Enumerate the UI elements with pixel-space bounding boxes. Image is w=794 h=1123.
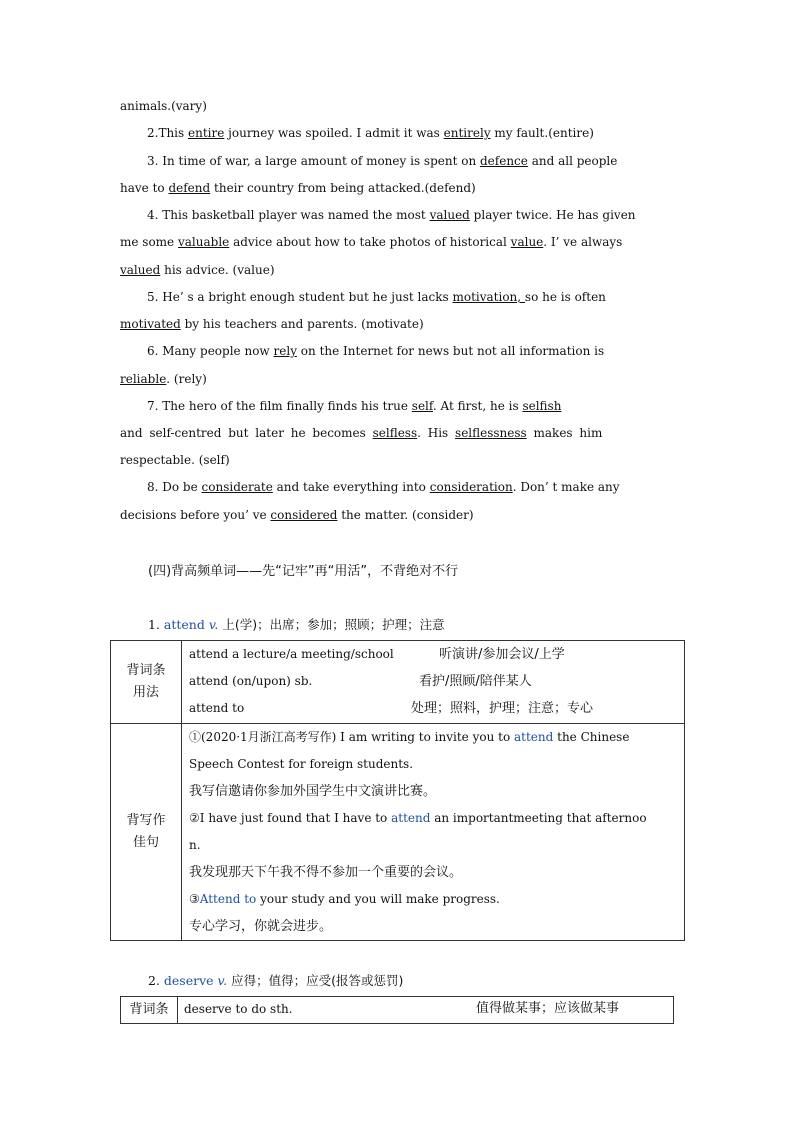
word-table-attend bbox=[110, 640, 685, 941]
answer: entirely bbox=[443, 126, 491, 140]
answer: motivation, bbox=[452, 290, 525, 304]
table-label-usage: 背词条 用法 bbox=[111, 641, 182, 724]
exercise-2: 2.This entire journey was spoiled. I admit it was entirely my fault.(entire) bbox=[147, 126, 594, 140]
answer: motivated bbox=[120, 317, 181, 331]
usage-row: attend (on/upon) sb. 看护/照顾/陪伴某人 bbox=[189, 674, 532, 689]
answer: rely bbox=[273, 344, 297, 358]
example-sentence: ③Attend to your study and you will make progress. bbox=[189, 892, 500, 906]
answer: valuable bbox=[177, 235, 230, 249]
answer: consideration bbox=[429, 480, 513, 494]
exercise-4: 4. This basketball player was named the most valued player twice. He has given bbox=[147, 208, 636, 222]
usage-row: attend a lecture/a meeting/school 听演讲/参加会议/上学 bbox=[189, 647, 565, 662]
example-sentence: ①(2020·1月浙江高考写作) I am writing to invite you to attend the Chinese bbox=[189, 730, 630, 744]
exercise-6-cont: reliable. (rely) bbox=[120, 372, 207, 386]
example-sentence-cont: n. bbox=[189, 838, 201, 852]
answer: valued bbox=[120, 263, 161, 277]
table-label-usage: 背词条 bbox=[121, 997, 178, 1024]
answer: selfish bbox=[522, 399, 562, 413]
table-label-examples: 背写作 佳句 bbox=[111, 724, 182, 941]
answer: entire bbox=[188, 126, 225, 140]
exercise-6: 6. Many people now rely on the Internet for news but not all information is bbox=[147, 344, 605, 358]
exercise-3: 3. In time of war, a large amount of money is spent on defence and all people bbox=[147, 154, 618, 168]
exercise-3-cont: have to defend their country from being attacked.(defend) bbox=[120, 181, 476, 195]
exercise-8-cont: decisions before you’ ve considered the matter. (consider) bbox=[120, 508, 474, 522]
usage-cell bbox=[178, 997, 674, 1024]
word-entry-deserve: 2. deserve v. 应得；值得；应受(报答或惩罚) bbox=[148, 973, 404, 988]
exercise-8: 8. Do be considerate and take everything into consideration. Don’ t make any bbox=[147, 480, 620, 494]
example-translation: 我发现那天下午我不得不参加一个重要的会议。 bbox=[189, 865, 463, 880]
answer: selflessness bbox=[455, 426, 527, 440]
word-entry-attend: 1. attend v. 上(学)；出席；参加；照顾；护理；注意 bbox=[148, 617, 445, 632]
answer: selfless bbox=[372, 426, 418, 440]
exercise-7-cont: and self-centred but later he becomes selfless. His selflessness makes him bbox=[120, 426, 603, 440]
exercise-4-cont: me some valuable advice about how to take photos of historical value. I’ ve always bbox=[120, 235, 623, 249]
usage-row: attend to 处理；照料，护理；注意；专心 bbox=[189, 701, 594, 716]
answer: defence bbox=[480, 154, 528, 168]
answer: considered bbox=[270, 508, 338, 522]
exercise-5-cont: motivated by his teachers and parents. (motivate) bbox=[120, 317, 424, 331]
answer: reliable bbox=[120, 372, 167, 386]
examples-cell bbox=[182, 724, 685, 941]
example-translation: 专心学习，你就会进步。 bbox=[189, 919, 333, 934]
answer: self bbox=[411, 399, 433, 413]
answer: valued bbox=[429, 208, 470, 222]
example-sentence-cont: Speech Contest for foreign students. bbox=[189, 757, 414, 771]
exercise-4-cont: valued his advice. (value) bbox=[120, 263, 275, 277]
answer: defend bbox=[168, 181, 211, 195]
exercise-line: animals.(vary) bbox=[120, 99, 207, 113]
usage-cell bbox=[182, 641, 685, 724]
answer: considerate bbox=[201, 480, 273, 494]
answer: value bbox=[510, 235, 544, 249]
usage-row: deserve to do sth. 值得做某事；应该做某事 bbox=[184, 1001, 620, 1016]
exercise-7-cont: respectable. (self) bbox=[120, 453, 230, 467]
section-title: (四)背高频单词——先“记牢”再“用活”，不背绝对不行 bbox=[148, 564, 459, 579]
example-translation: 我写信邀请你参加外国学生中文演讲比赛。 bbox=[189, 784, 437, 799]
word-table-deserve bbox=[120, 996, 674, 1024]
example-sentence: ②I have just found that I have to attend an importantmeeting that afternoo bbox=[189, 811, 647, 825]
exercise-7: 7. The hero of the film finally finds his true self. At first, he is selfish bbox=[147, 399, 562, 413]
exercise-5: 5. He’ s a bright enough student but he just lacks motivation, so he is often bbox=[147, 290, 606, 304]
